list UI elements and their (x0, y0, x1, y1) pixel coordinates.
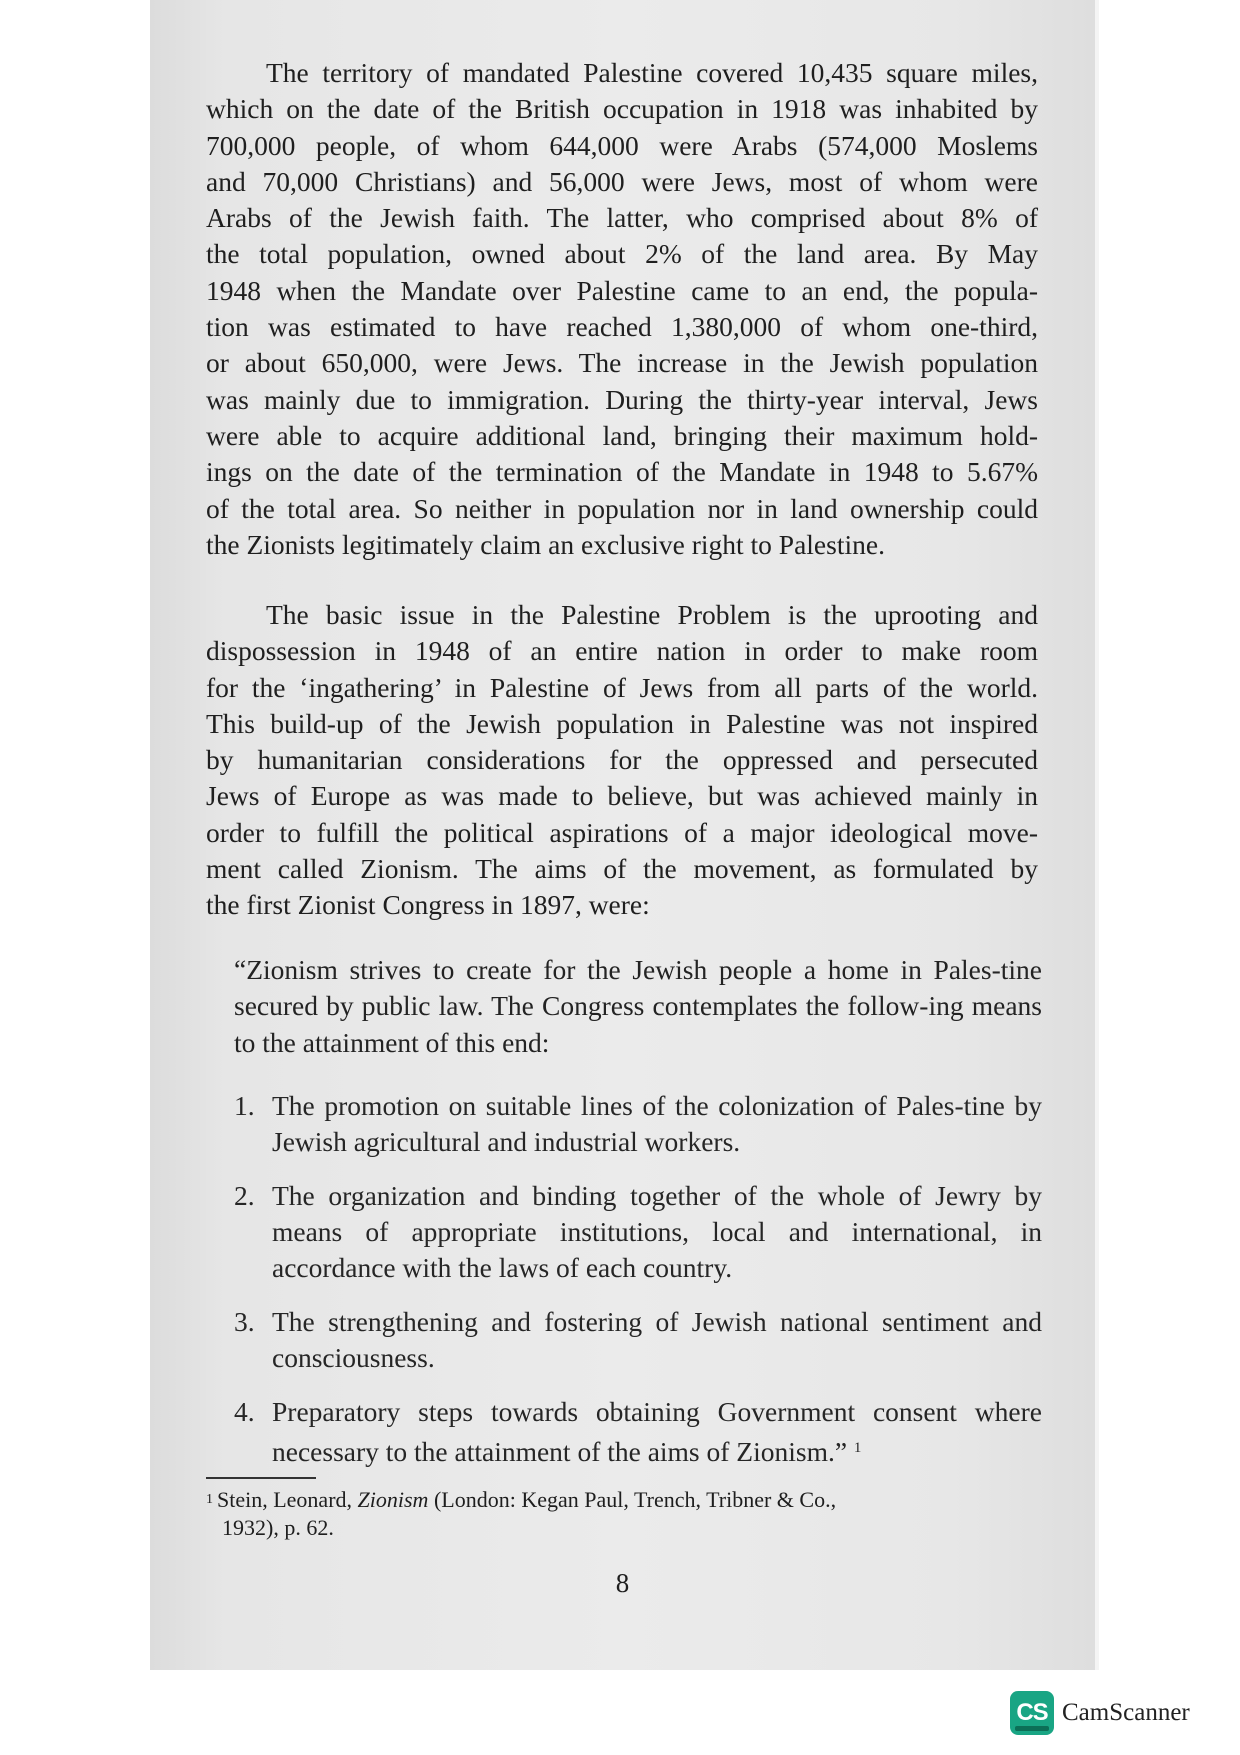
camscanner-logo-icon: CS (1010, 1691, 1054, 1735)
text-line: order to fulfill the political aspirations of a major ideological move- (206, 816, 1038, 848)
list-text: The strengthening and fostering of Jewish national sentiment and consciousness. (272, 1306, 1042, 1373)
footnote-divider (206, 1477, 316, 1479)
text-line: which on the date of the British occupation in 1918 was inhabited by (206, 93, 1038, 125)
text-line: were able to acquire additional land, bringing their maximum hold- (206, 419, 1038, 451)
list-item (234, 1304, 1042, 1376)
list-item (234, 1178, 1042, 1286)
quote-intro: “Zionism strives to create for the Jewish people a home in Pales-tine secured by public law. The Congress contemplates the follow-ing means to the attainment of this end: (234, 954, 1042, 1058)
list-number: 1. (234, 1090, 255, 1121)
text-line: for the ‘ingathering’ in Palestine of Jews from all parts of the world. (206, 671, 1038, 703)
text-line: 1948 when the Mandate over Palestine came to an end, the popula- (206, 274, 1038, 306)
list-text: The promotion on suitable lines of the colonization of Pales-tine by Jewish agricultural and industrial workers. (272, 1090, 1042, 1157)
footnote-reference: 1 (853, 1440, 862, 1456)
text-line: 700,000 people, of whom 644,000 were Arabs (574,000 Moslems (206, 129, 1038, 161)
list-text: Preparatory steps towards obtaining Government consent where necessary to the attainment of the aims of Zionism.” (272, 1396, 1042, 1467)
aims-list (234, 1088, 1042, 1488)
footnote-title: Zionism (357, 1487, 429, 1512)
list-item (234, 1088, 1042, 1160)
text-line: of the total area. So neither in population nor in land ownership could (206, 492, 1038, 524)
list-item (234, 1394, 1042, 1470)
list-number: 4. (234, 1396, 255, 1427)
text-line: Jews of Europe as was made to believe, but was achieved mainly in (206, 780, 1038, 812)
text-line: the first Zionist Congress in 1897, were: (206, 889, 650, 921)
list-number: 2. (234, 1180, 255, 1211)
book-page (150, 0, 1095, 1670)
paragraph-2 (206, 597, 1038, 924)
text-line: ment called Zionism. The aims of the movement, as formulated by (206, 853, 1038, 885)
text-line: Arabs of the Jewish faith. The latter, who comprised about 8% of (206, 202, 1038, 234)
page-edge (1095, 0, 1099, 1670)
text-line: by humanitarian considerations for the oppressed and persecuted (206, 744, 1038, 776)
footnote-line (206, 1486, 1038, 1514)
footnote-line: 1932), p. 62. (222, 1515, 334, 1540)
footnote (206, 1486, 1038, 1542)
text-line: ings on the date of the termination of the Mandate in 1948 to 5.67% (206, 456, 1038, 488)
text-line: or about 650,000, were Jews. The increase in the Jewish population (206, 347, 1038, 379)
text-line: The territory of mandated Palestine covered 10,435 square miles, (266, 57, 1038, 88)
footnote-mark: 1 (206, 1492, 213, 1507)
text-line: the total population, owned about 2% of the land area. By May (206, 238, 1038, 270)
camscanner-label: CamScanner (1062, 1699, 1190, 1726)
camscanner-watermark (1010, 1690, 1190, 1736)
footnote-publisher: (London: Kegan Paul, Trench, Tribner & Co., (428, 1487, 837, 1512)
text-line: This build-up of the Jewish population in Palestine was not inspired (206, 707, 1038, 739)
footnote-author: Stein, Leonard, (217, 1487, 358, 1512)
text-line: tion was estimated to have reached 1,380,000 of whom one-third, (206, 311, 1038, 343)
page-number: 8 (615, 1568, 630, 1598)
paragraph-1 (206, 55, 1038, 563)
text-line: dispossession in 1948 of an entire nation in order to make room (206, 635, 1038, 667)
text-line: was mainly due to immigration. During the thirty-year interval, Jews (206, 383, 1038, 415)
list-number: 3. (234, 1306, 255, 1337)
list-text: The organization and binding together of the whole of Jewry by means of appropriate institutions, local and international, in accordance with the laws of each country. (272, 1180, 1042, 1283)
text-line: and 70,000 Christians) and 56,000 were Jews, most of whom were (206, 165, 1038, 197)
text-line: the Zionists legitimately claim an exclusive right to Palestine. (206, 528, 885, 560)
text-line: The basic issue in the Palestine Problem is the uprooting and (266, 599, 1038, 630)
